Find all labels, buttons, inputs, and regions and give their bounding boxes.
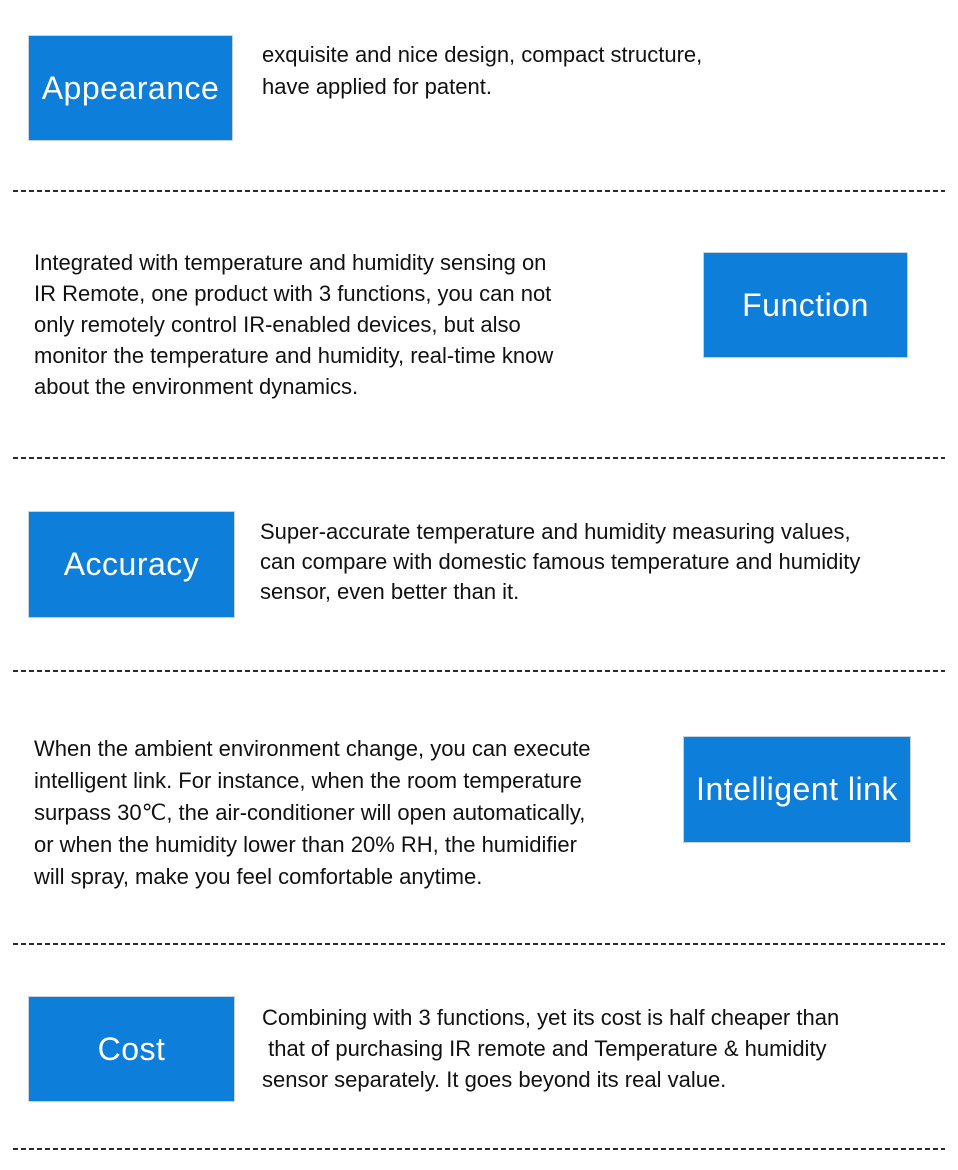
text-line: sensor, even better than it. — [260, 579, 520, 604]
feature-label-cost-text: Cost — [97, 1030, 166, 1067]
feature-label-function-text: Function — [742, 286, 869, 323]
text-line: that of purchasing IR remote and Temperature & humidity — [262, 1036, 827, 1061]
feature-label-appearance — [28, 35, 233, 141]
dashed-divider — [13, 190, 945, 192]
text-line: or when the humidity lower than 20% RH, the humidifier — [34, 832, 577, 857]
text-line: will spray, make you feel comfortable anytime. — [34, 864, 483, 889]
feature-description-accuracy — [260, 517, 860, 607]
dashed-divider — [13, 1148, 945, 1150]
text-line: Super-accurate temperature and humidity measuring values, — [260, 519, 851, 544]
text-line: surpass 30℃, the air-conditioner will open automatically, — [34, 800, 586, 825]
text-line: Combining with 3 functions, yet its cost is half cheaper than — [262, 1005, 840, 1030]
text-line: Integrated with temperature and humidity sensing on — [34, 250, 547, 275]
feature-label-appearance-text: Appearance — [41, 69, 220, 106]
feature-label-accuracy-text: Accuracy — [63, 546, 200, 582]
text-line: can compare with domestic famous temperature and humidity — [260, 549, 861, 574]
dashed-divider — [13, 457, 945, 459]
feature-description-cost — [262, 1002, 839, 1095]
feature-description-function — [34, 247, 553, 402]
feature-label-intelligent-link-text: Intelligent link — [696, 771, 898, 807]
text-line: intelligent link. For instance, when the room temperature — [34, 768, 582, 793]
text-line: sensor separately. It goes beyond its real value. — [262, 1067, 727, 1092]
feature-description-appearance — [262, 39, 702, 103]
text-line: exquisite and nice design, compact structure, — [262, 42, 703, 67]
text-line: only remotely control IR-enabled devices, but also — [34, 312, 521, 337]
text-line: When the ambient environment change, you can execute — [34, 736, 591, 761]
feature-label-cost — [28, 996, 235, 1102]
text-line: monitor the temperature and humidity, real-time know — [34, 343, 554, 368]
dashed-divider — [13, 670, 945, 672]
feature-label-accuracy — [28, 511, 235, 618]
text-line: have applied for patent. — [262, 74, 492, 99]
feature-label-function — [703, 252, 908, 358]
text-line: IR Remote, one product with 3 functions, you can not — [34, 281, 552, 306]
text-line: about the environment dynamics. — [34, 374, 359, 399]
feature-description-intelligent-link — [34, 733, 590, 893]
feature-label-intelligent-link — [683, 736, 911, 843]
dashed-divider — [13, 943, 945, 945]
